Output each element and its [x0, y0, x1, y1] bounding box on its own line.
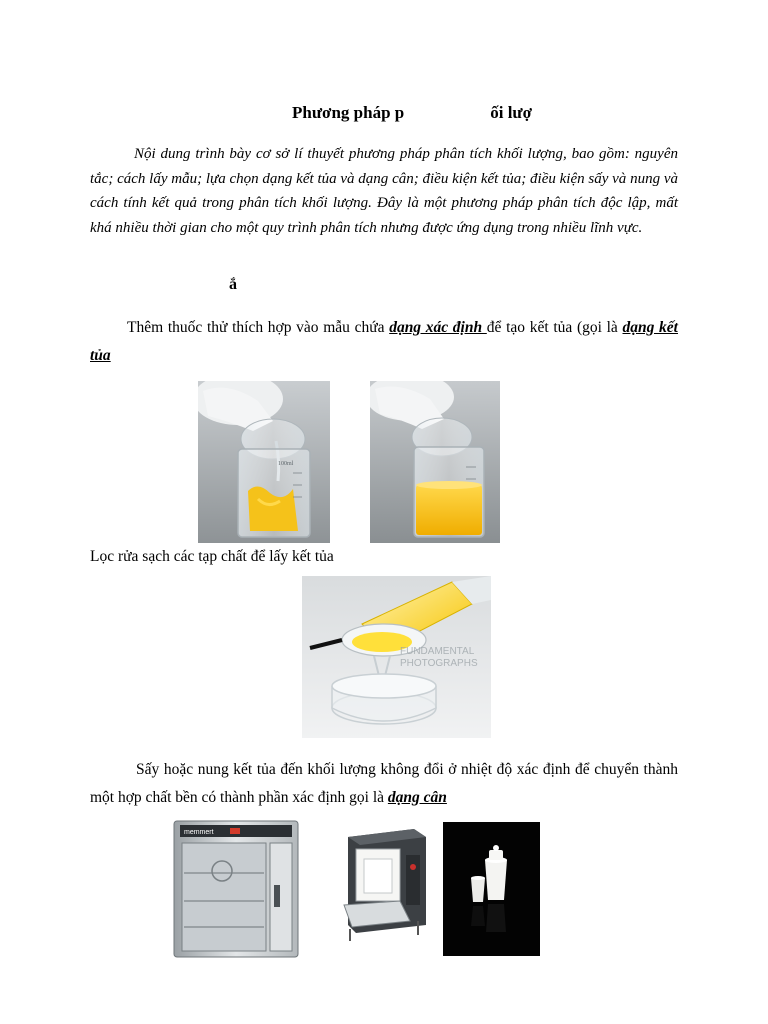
step-3-emphasis-weighing-form: dạng cân [387, 789, 447, 806]
filter-photo-watermark-line-1: FUNDAMENTAL [400, 646, 475, 657]
section-heading: ắ [229, 276, 237, 293]
oven-brand-label: memmert [184, 829, 214, 836]
step-3-paragraph [90, 756, 678, 812]
step-1-emphasis-precipitate-form: dạng kết tủa [90, 319, 678, 364]
photo-precipitation-complete [370, 381, 500, 543]
step-1-text-before: Thêm thuốc thử thích hợp vào mẫu chứa [127, 319, 390, 336]
beaker-graduation-label: 100ml [278, 461, 294, 467]
step-1-paragraph [90, 314, 678, 370]
filter-photo-watermark-line-2: PHOTOGRAPHS [400, 658, 478, 669]
title-part-2: ối lượ [490, 103, 533, 122]
step-1-text-middle: để tạo kết tủa (gọi là [486, 319, 623, 336]
photo-muffle-furnace [334, 825, 430, 947]
step-2-text: Lọc rửa sạch các tạp chất để lấy kết tủa [90, 548, 334, 565]
step-3-text-before: Sấy hoặc nung kết tủa đến khối lượng không đổi ở nhiệt độ xác định để chuyển thành một hợp chất bền có thành phần xác định gọi là [90, 761, 678, 806]
photo-precipitation-start [198, 381, 330, 543]
photo-crucibles [443, 822, 540, 956]
intro-paragraph: Nội dung trình bày cơ sở lí thuyết phương pháp phân tích khối lượng, bao gồm: nguyên tắc; cách lấy mẫu; lựa chọn dạng kết tủa và dạng cân; điều kiện kết tủa; điều kiện sấy và nung và cách tính kết quả trong phân tích khối lượng. Đây là một phương pháp phân tích độc lập, mất khá nhiều thời gian cho một quy trình phân tích nhưng được ứng dụng trong nhiều lĩnh vực. [90, 146, 678, 236]
document-title [292, 103, 532, 123]
photo-filtering [302, 576, 491, 738]
title-part-1: Phương pháp p [292, 103, 405, 122]
step-1-emphasis-determined-form: dạng xác định [389, 319, 487, 336]
photo-drying-oven [170, 815, 303, 963]
